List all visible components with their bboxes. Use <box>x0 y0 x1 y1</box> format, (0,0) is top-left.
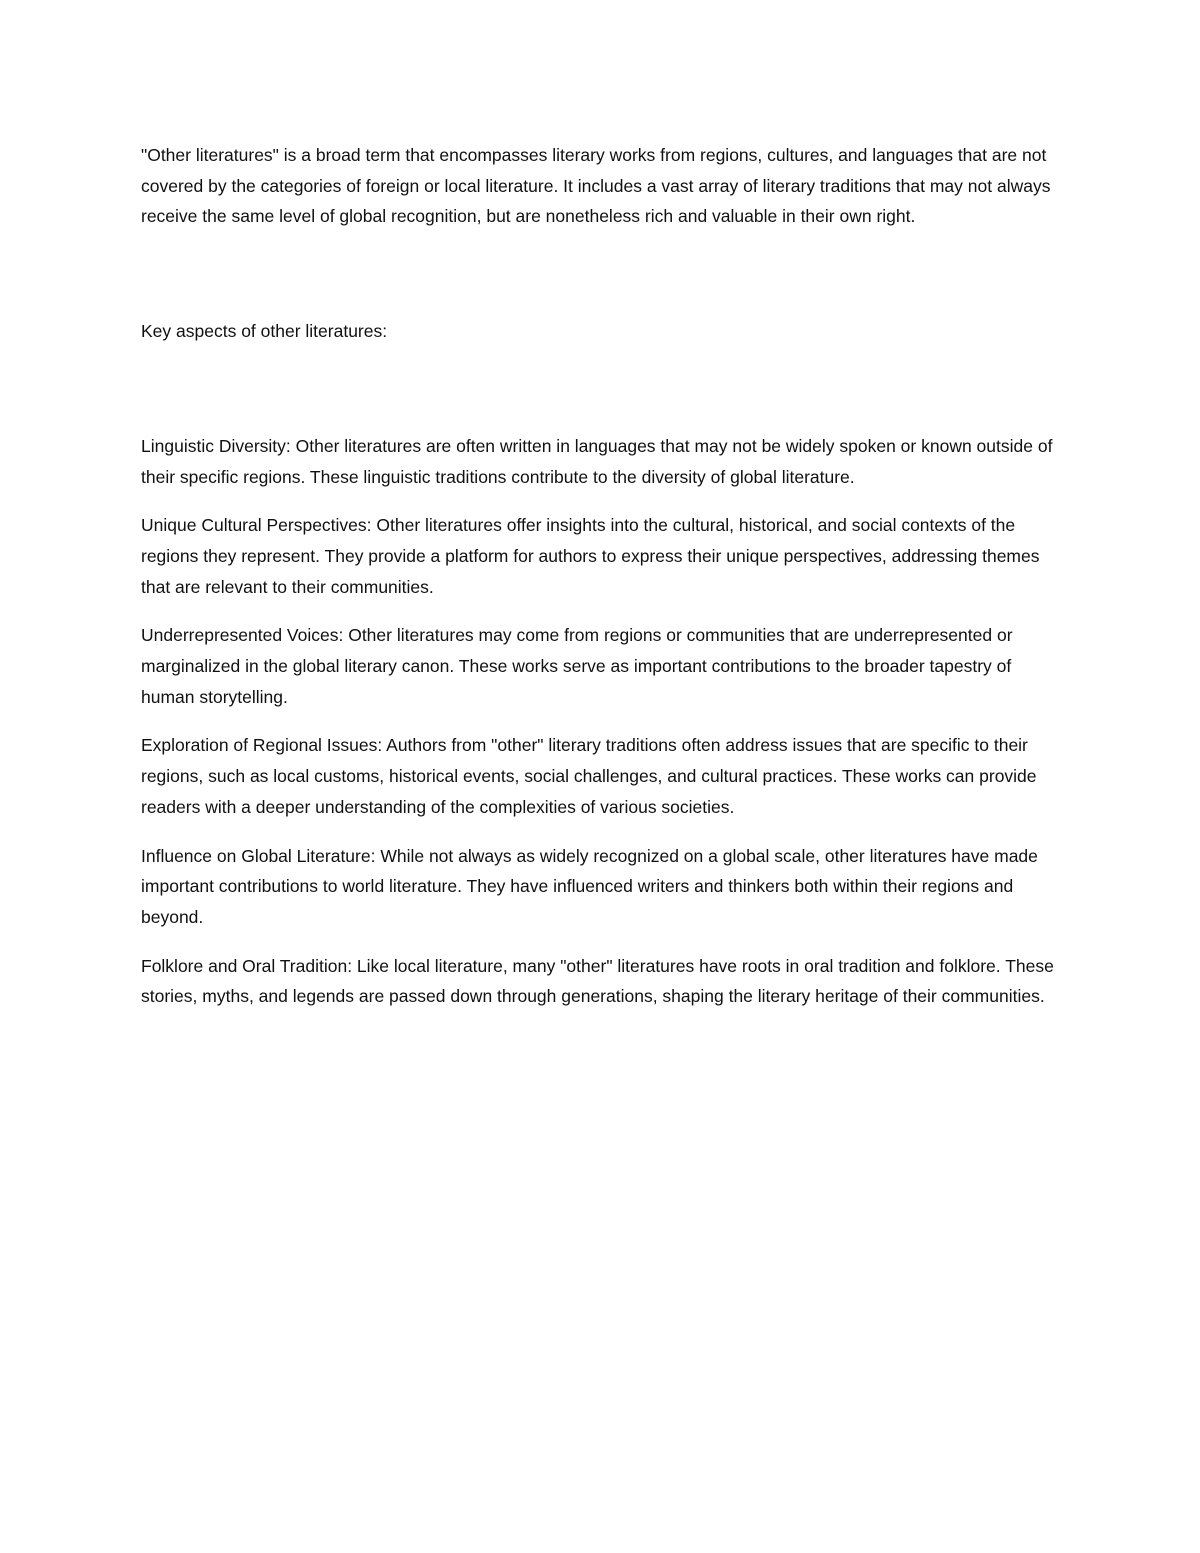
aspect-paragraph-folklore: Folklore and Oral Tradition: Like local literature, many "other" literatures have roots in oral tradition and folklore. These stories, myths, and legends are passed down through generations, shaping the literary heritage of their communities. <box>141 955 1054 1007</box>
document-body <box>141 140 1061 1030</box>
aspect-paragraph-underrepresented-voices: Underrepresented Voices: Other literatures may come from regions or communities that are underrepresented or marginalized in the global literary canon. These works serve as important contributions to the broader tapestry of human storytelling. <box>141 625 1013 707</box>
aspect-paragraph-regional-issues: Exploration of Regional Issues: Authors from "other" literary traditions often address issues that are specific to their regions, such as local customs, historical events, social challenges, and cultural practices. These works can provide readers with a deeper understanding of the complexities of various societies. <box>141 735 1037 817</box>
aspect-paragraph-global-influence: Influence on Global Literature: While not always as widely recognized on a global scale, other literatures have made important contributions to world literature. They have influenced writers and thinkers both within their regions and beyond. <box>141 845 1038 927</box>
section-heading: Key aspects of other literatures: <box>141 321 388 342</box>
aspect-paragraph-cultural-perspectives: Unique Cultural Perspectives: Other literatures offer insights into the cultural, historical, and social contexts of the regions they represent. They provide a platform for authors to express their unique perspectives, addressing themes that are relevant to their communities. <box>141 515 1040 597</box>
aspect-paragraph-linguistic-diversity: Linguistic Diversity: Other literatures are often written in languages that may not be widely spoken or known outside of their specific regions. These linguistic traditions contribute to the diversity of global literature. <box>141 435 1053 487</box>
intro-paragraph: "Other literatures" is a broad term that encompasses literary works from regions, cultures, and languages that are not covered by the categories of foreign or local literature. It includes a vast array of literary traditions that may not always receive the same level of global recognition, but are nonetheless rich and valuable in their own right. <box>141 145 1051 227</box>
